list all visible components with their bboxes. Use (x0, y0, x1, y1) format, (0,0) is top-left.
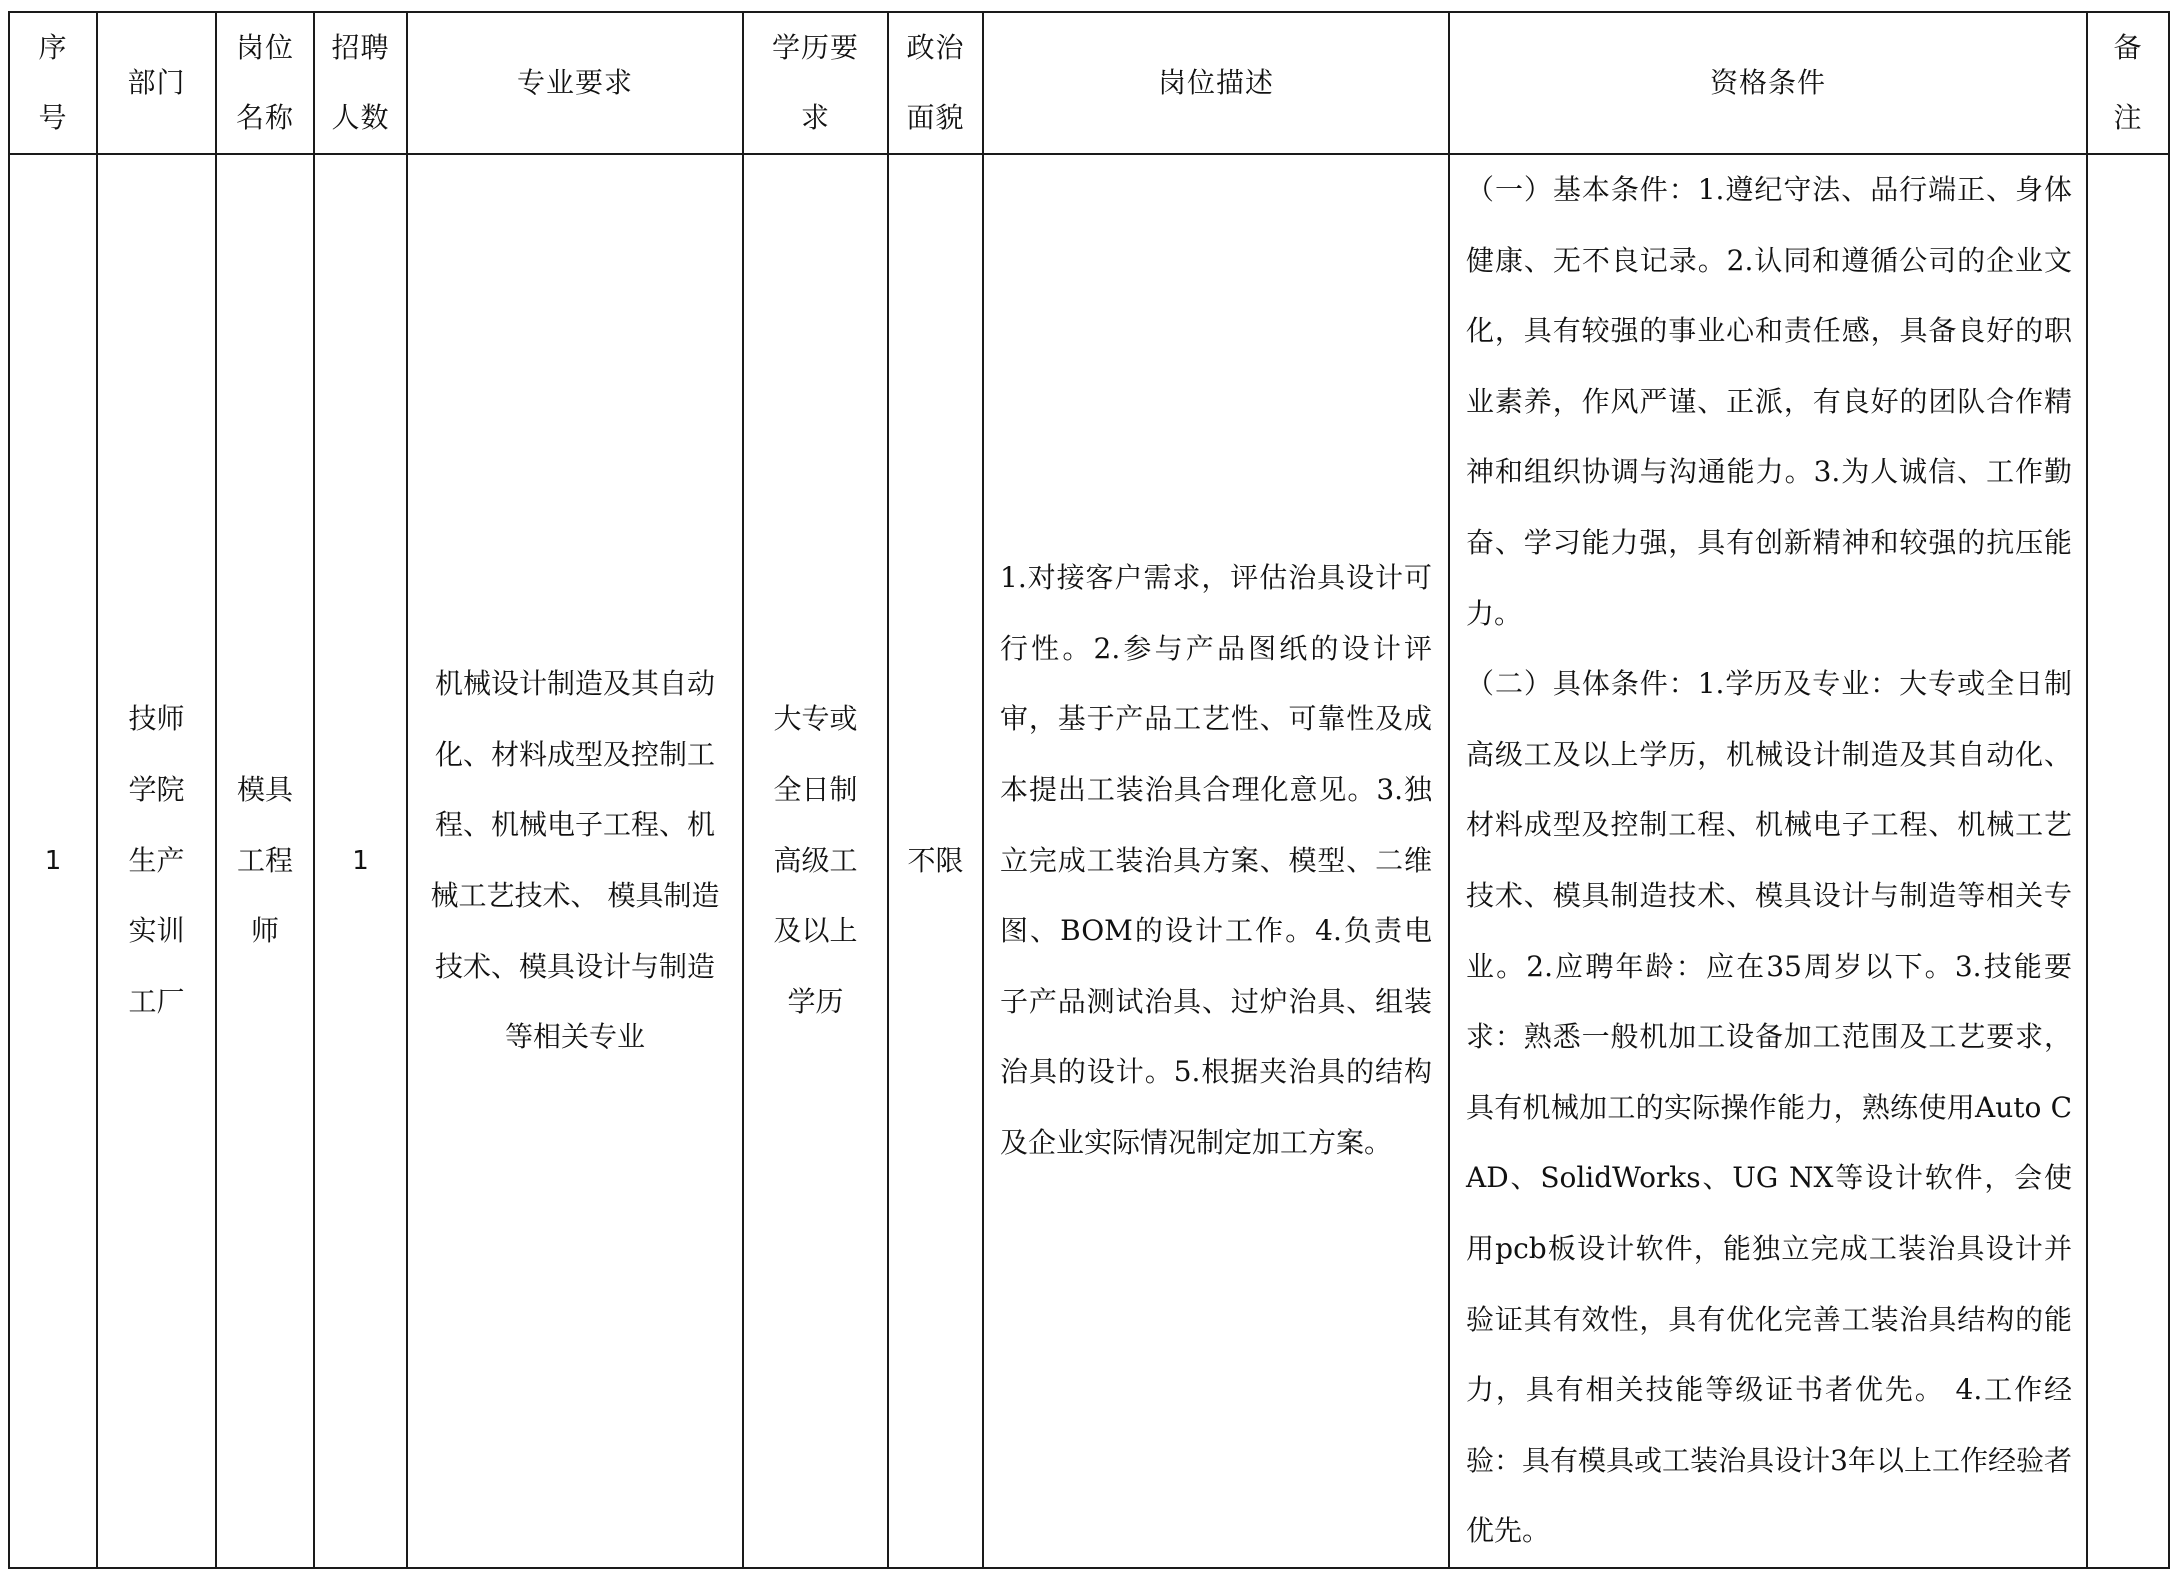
header-cell-remark (2087, 12, 2169, 154)
recruitment-table (8, 11, 2170, 1569)
cell-dept (97, 154, 216, 1568)
cell-remark (2087, 154, 2169, 1568)
cell-qual (1449, 154, 2087, 1568)
cell-major (407, 154, 743, 1568)
header-count-text: 招聘 人数 (331, 31, 390, 134)
header-cell-seq (9, 12, 97, 154)
header-remark-text: 备 注 (2113, 31, 2143, 134)
desc-value: 1.对接客户需求，评估治具设计可行性。2.参与产品图纸的设计评审，基于产品工艺性、可靠性及成本提出工装治具合理化意见。3.独立完成工装治具方案、模型、二维图、BOM的设计工作。4.负责电子产品测试治具、过炉治具、组装治具的设计。5.根据夹治具的结构及企业实际情况制定加工方案。 (1000, 561, 1432, 1160)
qual-specific-value: （二）具体条件：1.学历及专业：大专或全日制高级工及以上学历，机械设计制造及其自动化、材料成型及控制工程、机械电子工程、机械工艺技术、模具制造技术、模具设计与制造等相关专业。2.应聘年龄：应在35周岁以下。3.技能要求：熟悉一般机加工设备加工范围及工艺要求，具有机械加工的实际操作能力，熟练使用Auto CAD、SolidWorks、UG NX等设计软件，会使用pcb板设计软件，能独立完成工装治具设计并验证其有效性，具有优化完善工装治具结构的能力，具有相关技能等级证书者优先。 4.工作经验：具有模具或工装治具设计3年以上工作经验者优先。 (1466, 667, 2072, 1548)
cell-desc (983, 154, 1449, 1568)
post-value: 模具 工程 师 (236, 773, 293, 948)
cell-seq (9, 154, 97, 1568)
header-edu-text: 学历要 求 (771, 31, 859, 134)
major-value: 机械设计制造及其自动化、材料成型及控制工程、机械电子工程、机械工艺技术、 模具制造技术、模具设计与制造等相关专业 (430, 667, 720, 1054)
seq-value: 1 (44, 845, 62, 876)
header-cell-count (314, 12, 407, 154)
cell-edu (743, 154, 888, 1568)
header-dept-text: 部门 (127, 66, 186, 99)
qual-basic-value: （一）基本条件：1.遵纪守法、品行端正、身体健康、无不良记录。2.认同和遵循公司的企业文化，具有较强的事业心和责任感，具备良好的职业素养，作风严谨、正派，有良好的团队合作精神和组织协调与沟通能力。3.为人诚信、工作勤奋、学习能力强，具有创新精神和较强的抗压能力。 (1466, 173, 2072, 630)
header-major-text: 专业要求 (516, 66, 633, 99)
header-cell-political (888, 12, 983, 154)
table-header-row (9, 12, 2169, 154)
dept-value: 技师 学院 生产 实训 工厂 (128, 702, 185, 1018)
header-cell-edu (743, 12, 888, 154)
recruitment-table-container (8, 11, 2170, 1569)
count-value: 1 (352, 845, 369, 876)
political-value: 不限 (907, 843, 964, 877)
header-desc-text: 岗位描述 (1157, 66, 1274, 99)
cell-post (216, 154, 314, 1568)
header-seq-text: 序 号 (38, 31, 68, 134)
table-row (9, 154, 2169, 1568)
header-post-text: 岗位 名称 (235, 31, 294, 134)
header-cell-major (407, 12, 743, 154)
cell-political (888, 154, 983, 1568)
header-qual-text: 资格条件 (1709, 66, 1826, 99)
header-political-text: 政治 面貌 (906, 31, 965, 134)
edu-value: 大专或 全日制 高级工 及以上 学历 (773, 702, 858, 1018)
header-cell-desc (983, 12, 1449, 154)
header-cell-post (216, 12, 314, 154)
header-cell-qual (1449, 12, 2087, 154)
cell-count (314, 154, 407, 1568)
header-cell-dept (97, 12, 216, 154)
